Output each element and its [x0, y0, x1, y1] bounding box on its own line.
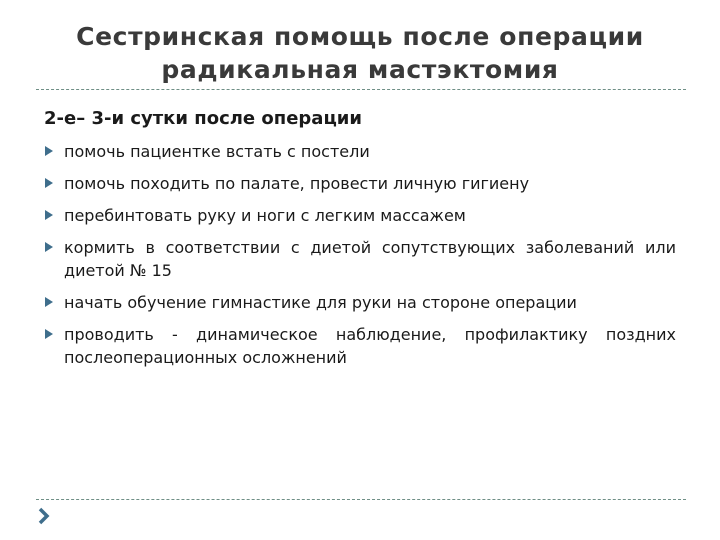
section-subtitle: 2-е– 3-и сутки после операции	[44, 108, 363, 129]
triangle-right-icon	[45, 178, 53, 188]
triangle-right-icon	[45, 210, 53, 220]
bullet-item	[44, 172, 676, 195]
slide-title	[20, 20, 700, 86]
triangle-right-icon	[45, 297, 53, 307]
bullet-item	[44, 140, 676, 163]
bullet-text: проводить - динамическое наблюдение, профилактику поздних послеоперационных осложнений	[64, 325, 676, 367]
bullet-item	[44, 236, 676, 282]
slide-content	[44, 106, 676, 378]
bullet-text: перебинтовать руку и ноги с легким массажем	[64, 206, 466, 225]
slide-title-line-1: Сестринская помощь после операции	[76, 22, 644, 51]
triangle-right-icon	[45, 242, 53, 252]
bullet-text: помочь походить по палате, провести личную гигиену	[64, 174, 530, 193]
bullet-text: начать обучение гимнастике для руки на стороне операции	[64, 293, 577, 312]
bullet-list	[44, 140, 676, 369]
bottom-divider	[36, 499, 686, 500]
triangle-right-icon	[45, 329, 53, 339]
chevron-right-icon[interactable]	[36, 507, 52, 525]
bullet-item	[44, 204, 676, 227]
top-divider	[36, 89, 686, 90]
slide-title-line-2: радикальная мастэктомия	[161, 55, 559, 84]
bullet-item	[44, 291, 676, 314]
bullet-text: помочь пациентке встать с постели	[64, 142, 370, 161]
bullet-text: кормить в соответствии с диетой сопутствующих заболеваний или диетой № 15	[64, 238, 676, 280]
bullet-item	[44, 323, 676, 369]
triangle-right-icon	[45, 146, 53, 156]
